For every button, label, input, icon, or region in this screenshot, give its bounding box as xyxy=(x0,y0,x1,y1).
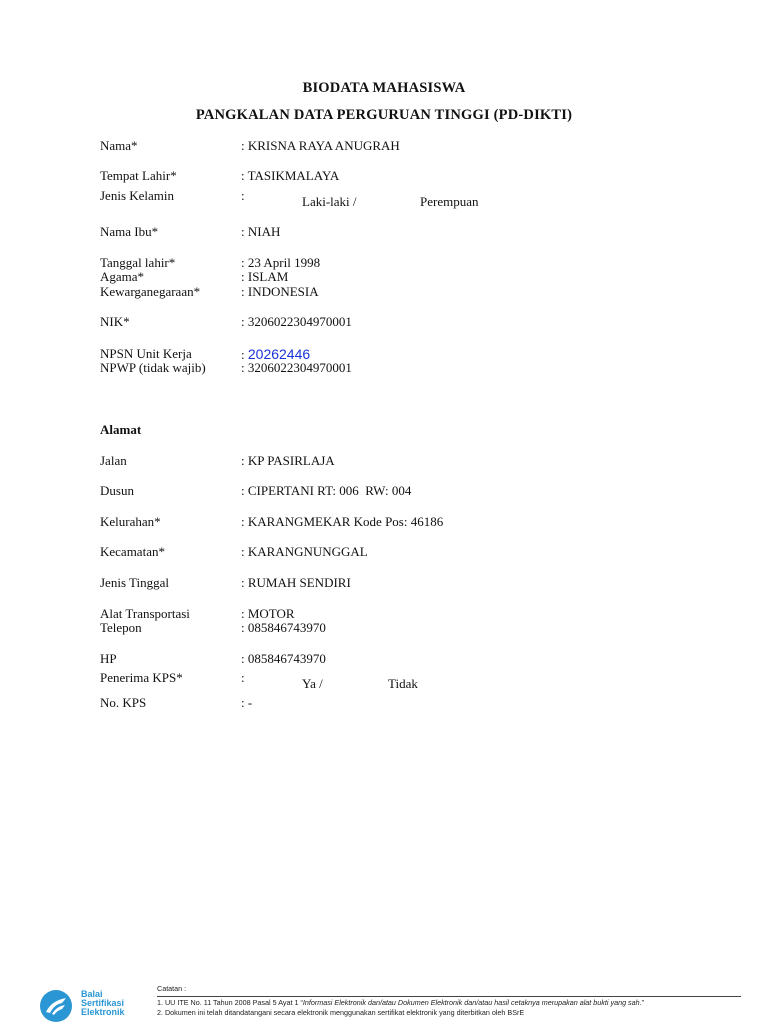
field-label: Telepon xyxy=(100,620,142,635)
field-label: Jenis Kelamin xyxy=(100,188,175,203)
field-nama-ibu xyxy=(0,224,768,240)
field-label: Jalan xyxy=(100,453,127,468)
option-laki-laki: Laki-laki / xyxy=(302,194,357,209)
field-label: NPWP (tidak wajib) xyxy=(100,360,206,375)
field-value: : KARANGNUNGGAL xyxy=(241,544,368,559)
note-divider xyxy=(157,996,741,997)
field-label: Penerima KPS* xyxy=(100,670,183,685)
field-label: NIK* xyxy=(100,314,130,329)
field-label: Jenis Tinggal xyxy=(100,575,169,590)
field-kecamatan xyxy=(0,544,768,560)
field-value: : xyxy=(241,188,245,203)
field-label: Kewarganegaraan* xyxy=(100,284,201,299)
field-label: Agama* xyxy=(100,269,145,284)
field-value: : MOTOR xyxy=(241,606,295,621)
document-title: BIODATA MAHASISWA xyxy=(302,80,466,96)
field-value: : xyxy=(241,670,245,685)
bsre-logo-text: Balai Sertifikasi Elektronik xyxy=(81,989,125,1017)
field-value: : TASIKMALAYA xyxy=(241,168,340,183)
field-value: : RUMAH SENDIRI xyxy=(241,575,351,590)
field-value: : 085846743970 xyxy=(241,620,326,635)
field-hp xyxy=(0,651,768,667)
field-nama xyxy=(0,138,768,154)
field-value: : NIAH xyxy=(241,224,281,239)
field-label: Kecamatan* xyxy=(100,544,165,559)
field-dusun xyxy=(0,483,768,499)
value-prefix: : xyxy=(241,347,248,362)
field-value: : KP PASIRLAJA xyxy=(241,453,335,468)
document-subtitle: PANGKALAN DATA PERGURUAN TINGGI (PD-DIKTI) xyxy=(195,107,573,123)
field-agama xyxy=(0,269,768,285)
field-nik xyxy=(0,314,768,330)
field-label: Dusun xyxy=(100,483,134,498)
field-kewarganegaraan xyxy=(0,284,768,300)
field-label: Nama* xyxy=(100,138,138,153)
bsre-logo-icon xyxy=(40,990,72,1022)
bsre-logo xyxy=(40,988,140,1022)
field-value: : 085846743970 xyxy=(241,651,326,666)
npsn-link[interactable]: 20262446 xyxy=(247,346,311,362)
field-jalan xyxy=(0,453,768,469)
field-jenis-kelamin xyxy=(0,188,768,209)
field-value: : - xyxy=(241,695,253,710)
field-label: Alat Transportasi xyxy=(100,606,190,621)
field-label: Kelurahan* xyxy=(100,514,161,529)
field-value: : ISLAM xyxy=(241,269,289,284)
field-npwp xyxy=(0,360,768,376)
option-tidak: Tidak xyxy=(388,676,418,691)
field-value: : KARANGMEKAR Kode Pos: 46186 xyxy=(241,514,444,529)
field-label: Tanggal lahir* xyxy=(100,255,176,270)
field-label: Nama Ibu* xyxy=(100,224,159,239)
field-telepon xyxy=(0,620,768,636)
field-tempat-lahir xyxy=(0,168,768,184)
field-value: : KRISNA RAYA ANUGRAH xyxy=(241,138,400,153)
field-jenis-tinggal xyxy=(0,575,768,591)
field-kelurahan xyxy=(0,514,768,530)
option-ya: Ya / xyxy=(302,676,323,691)
field-value: : CIPERTANI RT: 006 RW: 004 xyxy=(241,483,412,498)
field-label: HP xyxy=(100,651,117,666)
field-value: : 3206022304970001 xyxy=(241,360,352,375)
option-perempuan: Perempuan xyxy=(420,194,479,209)
section-alamat xyxy=(0,422,768,438)
field-label: Tempat Lahir* xyxy=(100,168,177,183)
note-title: Catatan : xyxy=(157,984,187,993)
field-value: : 23 April 1998 xyxy=(241,255,321,270)
note-item-1: 1. UU ITE No. 11 Tahun 2008 Pasal 5 Ayat 1 “Informasi Elektronik dan/atau Dokumen Elektronik dan/atau hasil cetaknya merupakan alat bukti yang sah.” xyxy=(157,998,645,1007)
field-value: : INDONESIA xyxy=(241,284,319,299)
section-heading: Alamat xyxy=(100,422,142,437)
note-item-2: 2. Dokumen ini telah ditandatangani secara elektronik menggunakan sertifikat elektronik yang diterbitkan oleh BSrE xyxy=(157,1008,525,1017)
field-label: NPSN Unit Kerja xyxy=(100,346,192,361)
footer xyxy=(0,980,768,1024)
field-value: : 3206022304970001 xyxy=(241,314,352,329)
field-no-kps xyxy=(0,695,768,711)
field-label: No. KPS xyxy=(100,695,147,710)
field-penerima-kps xyxy=(0,670,768,691)
